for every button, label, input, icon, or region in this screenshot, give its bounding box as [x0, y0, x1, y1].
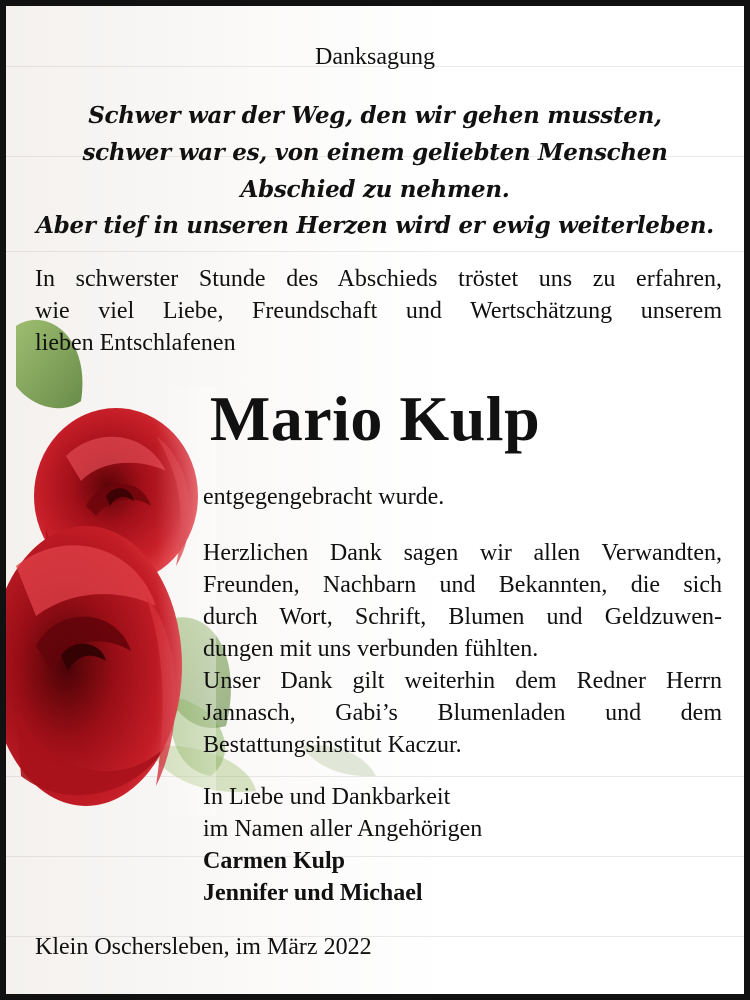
poem-line: Aber tief in unseren Herzen wird er ewig weiterleben.: [36, 212, 714, 239]
closing-line: im Namen aller Angehörigen: [203, 816, 483, 842]
thanks-line: Bestattungsinstitut Kaczur.: [203, 732, 462, 758]
closing-line: In Liebe und Dankbarkeit: [203, 784, 451, 810]
intro-line: lieben Entschlafenen: [35, 330, 236, 356]
after-name-text: entgegengebracht wurde.: [203, 484, 445, 510]
poem-line: Abschied zu nehmen.: [240, 176, 510, 203]
signatory-name: Carmen Kulp: [203, 848, 346, 874]
notice-heading: Danksagung: [315, 44, 435, 70]
deceased-name: Mario Kulp: [209, 383, 541, 454]
thanks-line: durch Wort, Schrift, Blumen und Geldzuwen-: [203, 604, 722, 630]
thanks-line: Herzlichen Dank sagen wir allen Verwandten,: [203, 540, 722, 566]
place-date: Klein Oschersleben, im März 2022: [35, 934, 372, 960]
intro-line: In schwerster Stunde des Abschieds tröstet uns zu erfahren,: [35, 266, 722, 292]
poem-line: schwer war es, von einem geliebten Menschen: [82, 139, 668, 166]
signatory-name: Jennifer und Michael: [203, 880, 423, 906]
thanks-line: dungen mit uns verbunden fühlten.: [203, 636, 539, 662]
thanks-line: Jannasch, Gabi’s Blumenladen und dem: [203, 700, 722, 726]
poem-line: Schwer war der Weg, den wir gehen mussten,: [88, 102, 662, 129]
thanks-line: Freunden, Nachbarn und Bekannten, die sich: [203, 572, 722, 598]
intro-line: wie viel Liebe, Freundschaft und Wertschätzung unserem: [35, 298, 722, 324]
thanks-line: Unser Dank gilt weiterhin dem Redner Herrn: [203, 668, 722, 694]
